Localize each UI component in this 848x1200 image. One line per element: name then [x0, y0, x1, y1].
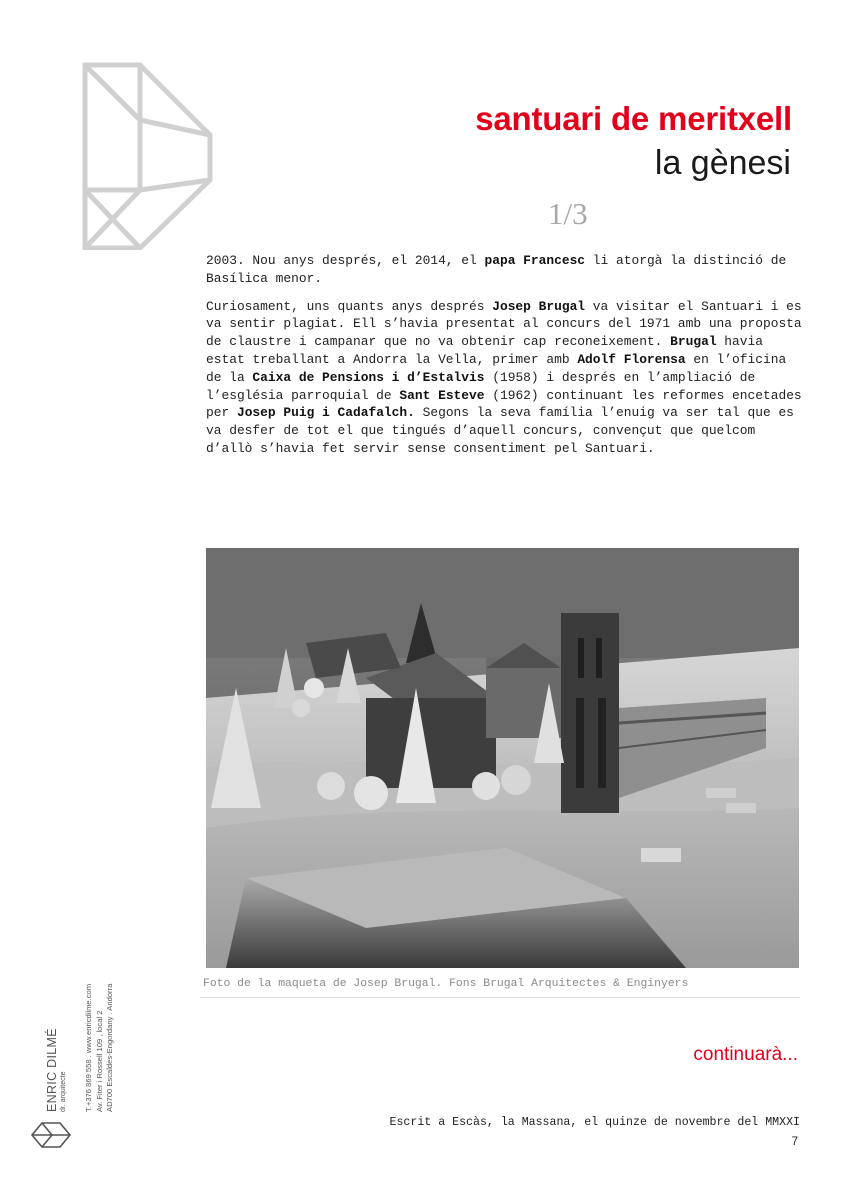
- page-title: santuari de meritxell: [475, 100, 792, 137]
- text-run: 2003. Nou anys després, el 2014, el: [206, 253, 485, 268]
- caption-divider: [200, 997, 800, 998]
- photo-caption: Foto de la maqueta de Josep Brugal. Fons Brugal Arquitectes & Enginyers: [203, 978, 689, 990]
- emphasis-text: Brugal: [670, 334, 717, 350]
- emphasis-text: papa Francesc: [484, 253, 586, 268]
- page-subtitle: la gènesi: [654, 144, 791, 182]
- model-photo: [206, 548, 799, 968]
- paragraph-1: [206, 252, 806, 288]
- brand-name: ENRIC DILMÉ: [45, 1028, 59, 1112]
- contact-block: [84, 932, 116, 1112]
- text-run: va visitar el Santuari i es va sentir plagiat. Ell s’havia presentat al concurs del 1971 amb una proposta de claustre i campanar que no va obtenir cap reconeixement.: [206, 298, 802, 350]
- text-run: havia estat treballant a Andorra la Vella, primer amb: [206, 334, 763, 367]
- text-run: li atorgà la distinció de Basílica menor.: [206, 253, 787, 286]
- text-run: en l’oficina de la: [206, 351, 787, 385]
- article-body: [206, 252, 806, 468]
- page-number: 7: [791, 1136, 798, 1148]
- logo-large-icon: [80, 60, 214, 250]
- brand-block: [46, 1012, 68, 1112]
- emphasis-text: Adolf Florensa: [577, 351, 686, 367]
- paragraph-2: [206, 298, 806, 458]
- text-run: Segons la seva família l’enuig va ser tal que es va desfer de tot el que tingués d’aquell concurs, convençut que quelcom d’allò s’havia fet servir sense consentiment pel Santuari.: [206, 405, 794, 456]
- contact-city: AD700 Escaldes-Engordany . Andorra: [105, 983, 114, 1112]
- dilme-logo-icon: [30, 1120, 72, 1150]
- text-run: (1962) continuant les reformes encetades per: [206, 387, 802, 421]
- signature-line: Escrit a Escàs, la Massana, el quinze de novembre del MMXXI: [389, 1116, 800, 1129]
- contact-phone-web: T.+376 869 558 . www.enricdilme.com: [84, 983, 93, 1112]
- emphasis-text: Josep Brugal: [492, 298, 586, 314]
- emphasis-text: Caixa de Pensions i d’Estalvis: [252, 369, 485, 385]
- text-run: Curiosament, uns quants anys després: [206, 298, 493, 314]
- contact-address: Av. Fiter i Rossell 109 , local 2: [94, 1010, 104, 1112]
- emphasis-text: Sant Esteve: [399, 387, 485, 403]
- text-run: (1958) i després en l’ampliació de l’església parroquial de: [206, 369, 756, 403]
- part-indicator: 1/3: [548, 196, 588, 231]
- brand-role: dr. arquitecte: [60, 1071, 67, 1112]
- emphasis-text: Josep Puig i Cadafalch.: [236, 405, 415, 421]
- continue-label: continuarà...: [693, 1044, 798, 1065]
